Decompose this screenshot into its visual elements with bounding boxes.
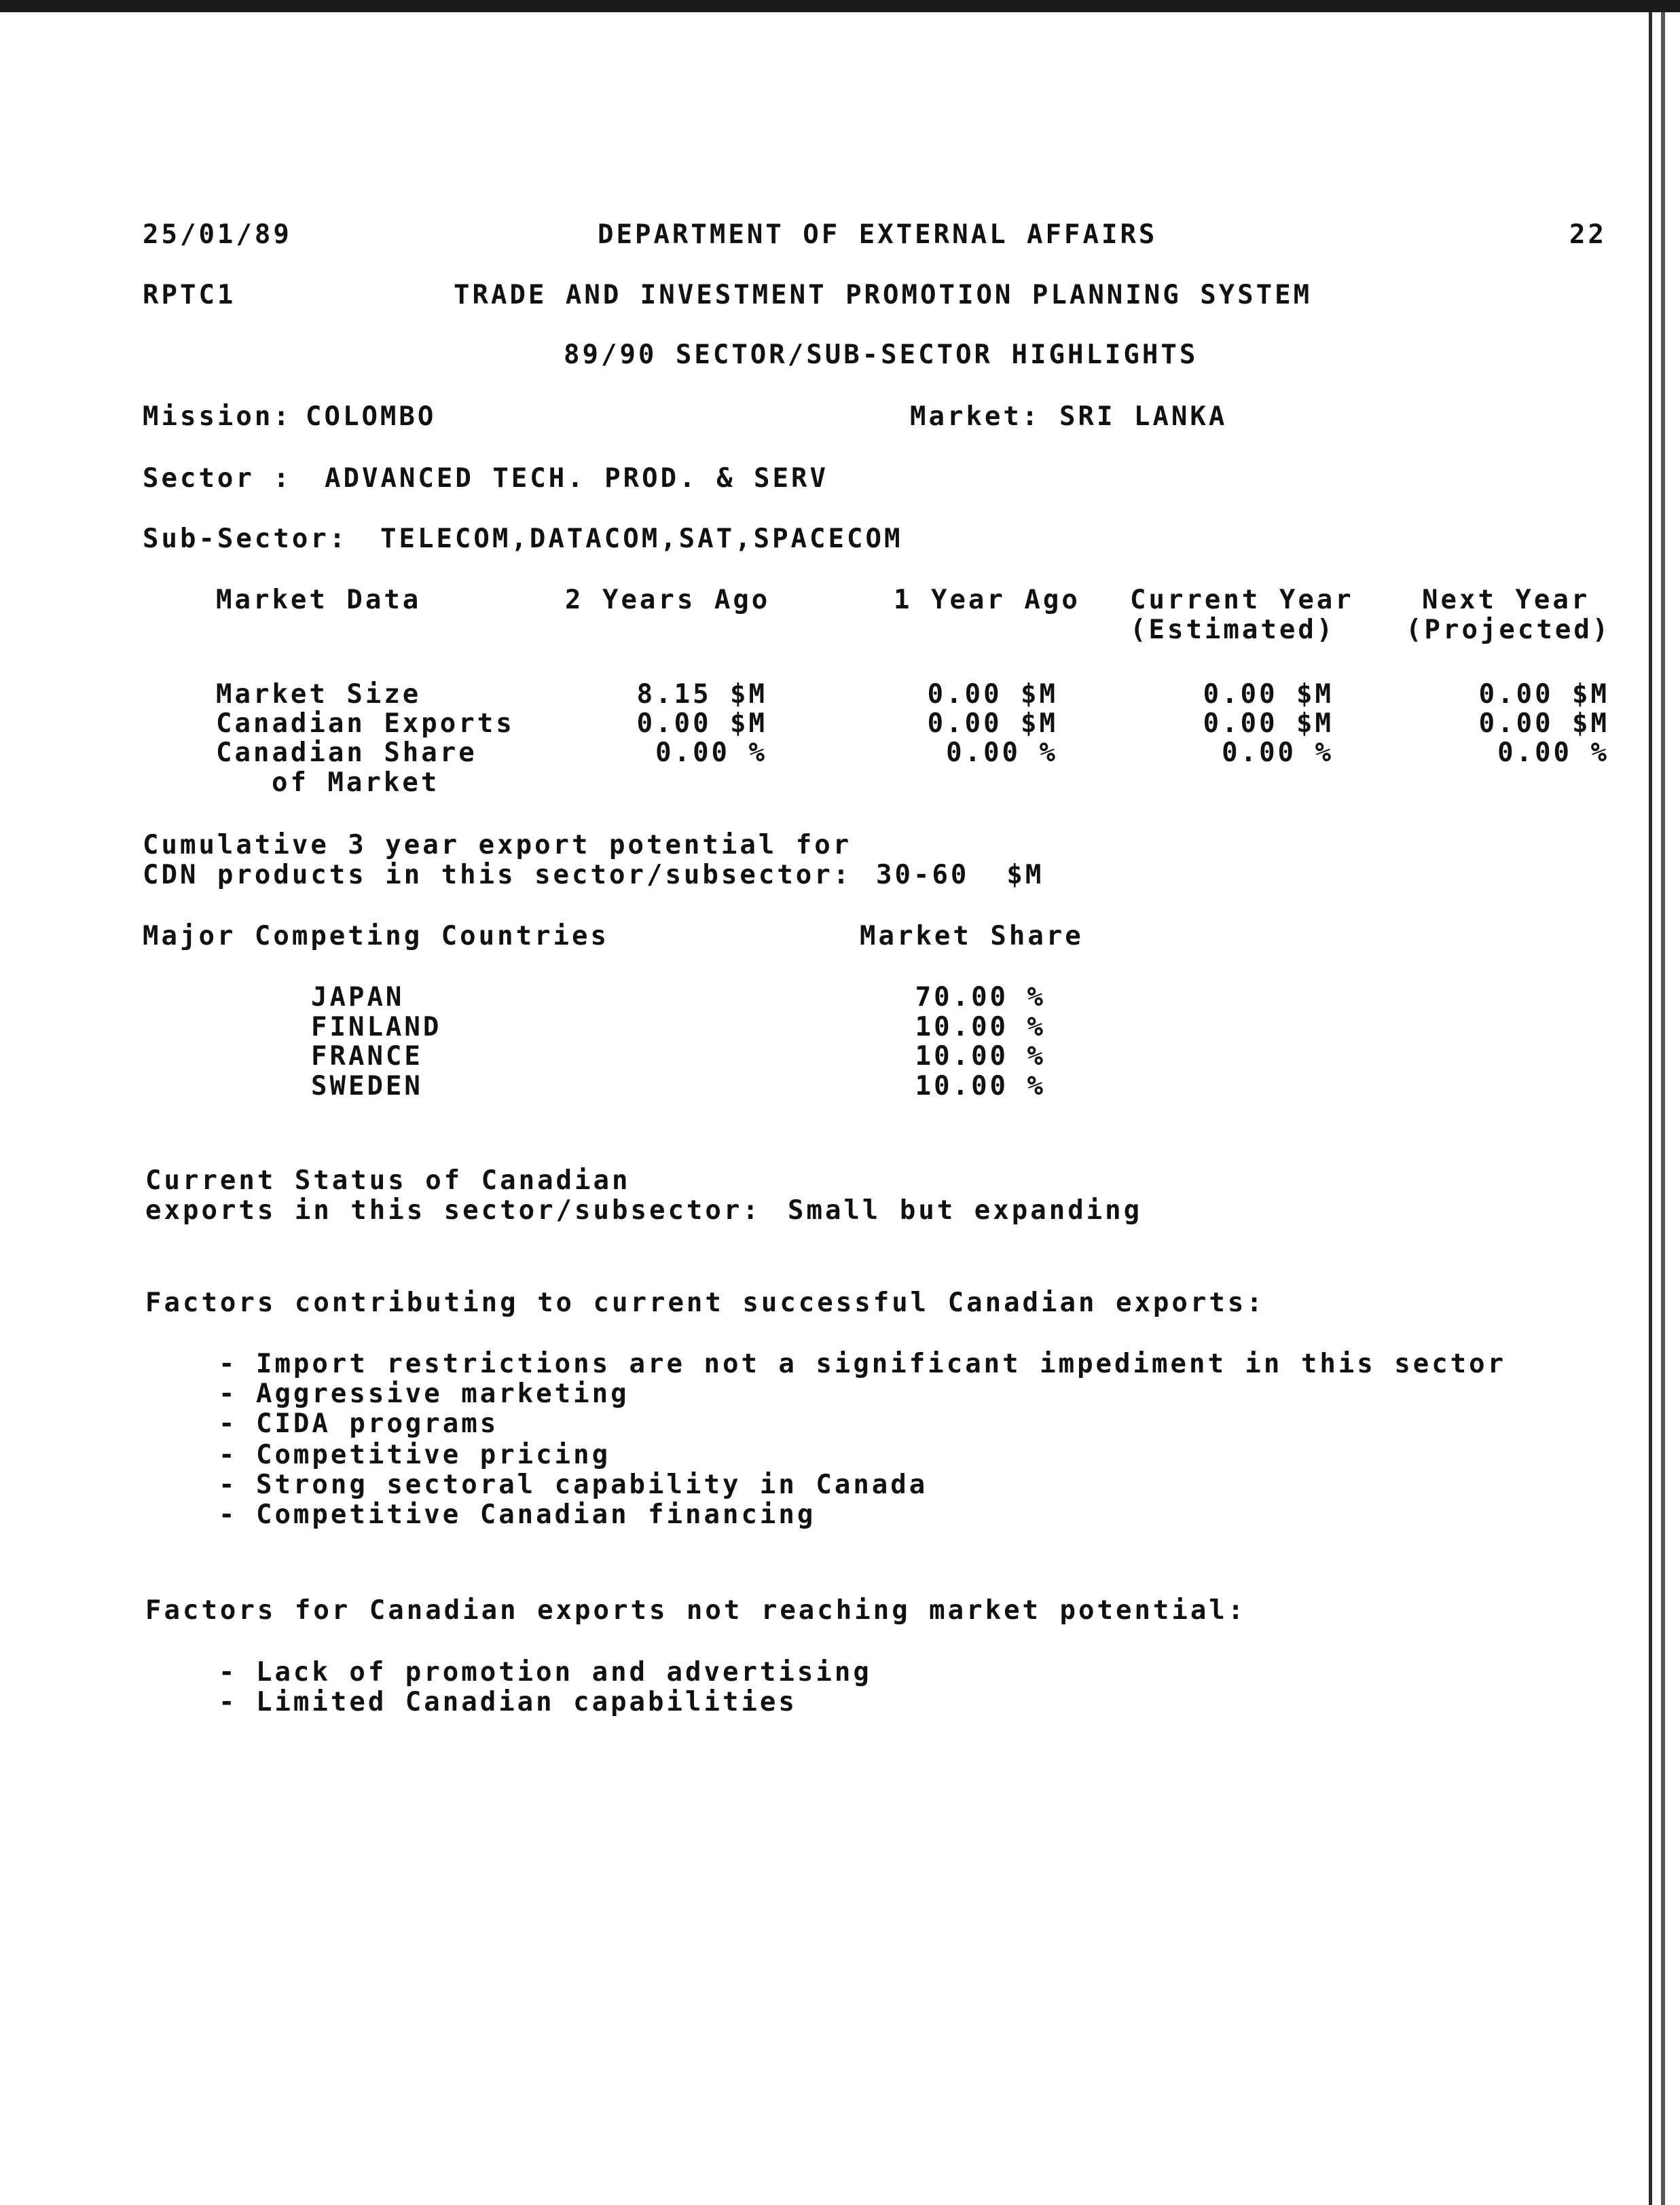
col-header-next-year: Next Year bbox=[1422, 585, 1590, 615]
competitor-share: 10.00 % bbox=[915, 1071, 1046, 1101]
list-item: - Import restrictions are not a significant impediment in this sector bbox=[219, 1349, 1507, 1379]
table-cell: 0.00 % bbox=[1497, 737, 1609, 768]
row-label: Canadian Exports bbox=[216, 708, 515, 739]
list-item: - Lack of promotion and advertising bbox=[219, 1657, 872, 1688]
col-header-current-year: Current Year bbox=[1130, 585, 1354, 615]
list-item: - Limited Canadian capabilities bbox=[219, 1687, 797, 1717]
table-cell: 0.00 $M bbox=[1203, 708, 1334, 739]
table-cell: 0.00 $M bbox=[927, 679, 1058, 710]
row-label-continued: of Market bbox=[272, 767, 440, 798]
subsector-label: Sub-Sector: bbox=[143, 524, 348, 554]
col-header-1-year-ago: 1 Year Ago bbox=[894, 585, 1080, 615]
competitor-country: SWEDEN bbox=[311, 1071, 423, 1101]
competitor-share: 70.00 % bbox=[915, 982, 1046, 1013]
list-item: - Competitive Canadian financing bbox=[219, 1499, 816, 1530]
row-label: Market Size bbox=[216, 679, 422, 710]
limiting-factors-title: Factors for Canadian exports not reaching market potential: bbox=[145, 1595, 1247, 1626]
scan-top-edge bbox=[0, 0, 1680, 12]
mission-value: COLOMBO bbox=[306, 401, 437, 432]
competitors-label: Major Competing Countries bbox=[143, 921, 609, 951]
list-item: - Competitive pricing bbox=[219, 1440, 611, 1470]
status-value: Small but expanding bbox=[788, 1195, 1143, 1226]
table-cell: 0.00 $M bbox=[1478, 708, 1609, 739]
competitor-country: FRANCE bbox=[311, 1041, 423, 1072]
col-header-projected: (Projected) bbox=[1406, 615, 1611, 645]
list-item: - Strong sectoral capability in Canada bbox=[219, 1470, 928, 1500]
row-label: Canadian Share bbox=[216, 737, 477, 768]
report-date: 25/01/89 bbox=[143, 219, 292, 250]
potential-line-1: Cumulative 3 year export potential for bbox=[143, 830, 852, 860]
competitor-share: 10.00 % bbox=[915, 1041, 1046, 1072]
table-cell: 8.15 $M bbox=[636, 679, 767, 710]
sector-label: Sector : bbox=[143, 463, 292, 494]
list-item: - CIDA programs bbox=[219, 1408, 499, 1439]
col-header-2-years-ago: 2 Years Ago bbox=[565, 585, 771, 615]
table-cell: 0.00 % bbox=[946, 737, 1058, 768]
page-number: 22 bbox=[1569, 219, 1607, 250]
competitor-country: FINLAND bbox=[311, 1012, 442, 1042]
col-header-market-data: Market Data bbox=[216, 585, 422, 615]
subsector-value: TELECOM,DATACOM,SAT,SPACECOM bbox=[380, 524, 903, 554]
col-header-estimated: (Estimated) bbox=[1130, 615, 1336, 645]
system-title: TRADE AND INVESTMENT PROMOTION PLANNING SYSTEM bbox=[454, 280, 1313, 310]
mission-label: Mission: bbox=[143, 401, 292, 432]
success-factors-title: Factors contributing to current successful Canadian exports: bbox=[145, 1288, 1265, 1318]
table-cell: 0.00 $M bbox=[636, 708, 767, 739]
scan-right-edge-line bbox=[1661, 12, 1665, 2205]
table-cell: 0.00 $M bbox=[1203, 679, 1334, 710]
sector-value: ADVANCED TECH. PROD. & SERV bbox=[325, 463, 828, 494]
table-cell: 0.00 $M bbox=[1478, 679, 1609, 710]
table-cell: 0.00 % bbox=[655, 737, 767, 768]
competitor-country: JAPAN bbox=[311, 982, 405, 1013]
list-item: - Aggressive marketing bbox=[219, 1379, 629, 1409]
status-line-1: Current Status of Canadian bbox=[145, 1165, 631, 1196]
competitor-share: 10.00 % bbox=[915, 1012, 1046, 1042]
market-value: SRI LANKA bbox=[1059, 401, 1228, 432]
highlights-title: 89/90 SECTOR/SUB-SECTOR HIGHLIGHTS bbox=[564, 340, 1199, 370]
potential-line-2: CDN products in this sector/subsector: bbox=[143, 860, 852, 890]
department-title: DEPARTMENT OF EXTERNAL AFFAIRS bbox=[598, 219, 1158, 250]
status-line-2: exports in this sector/subsector: bbox=[145, 1195, 761, 1226]
report-code: RPTC1 bbox=[143, 280, 236, 310]
table-cell: 0.00 % bbox=[1222, 737, 1334, 768]
market-share-label: Market Share bbox=[860, 921, 1084, 951]
market-label: Market: bbox=[910, 401, 1041, 432]
table-cell: 0.00 $M bbox=[927, 708, 1058, 739]
potential-value: 30-60 $M bbox=[876, 860, 1044, 890]
